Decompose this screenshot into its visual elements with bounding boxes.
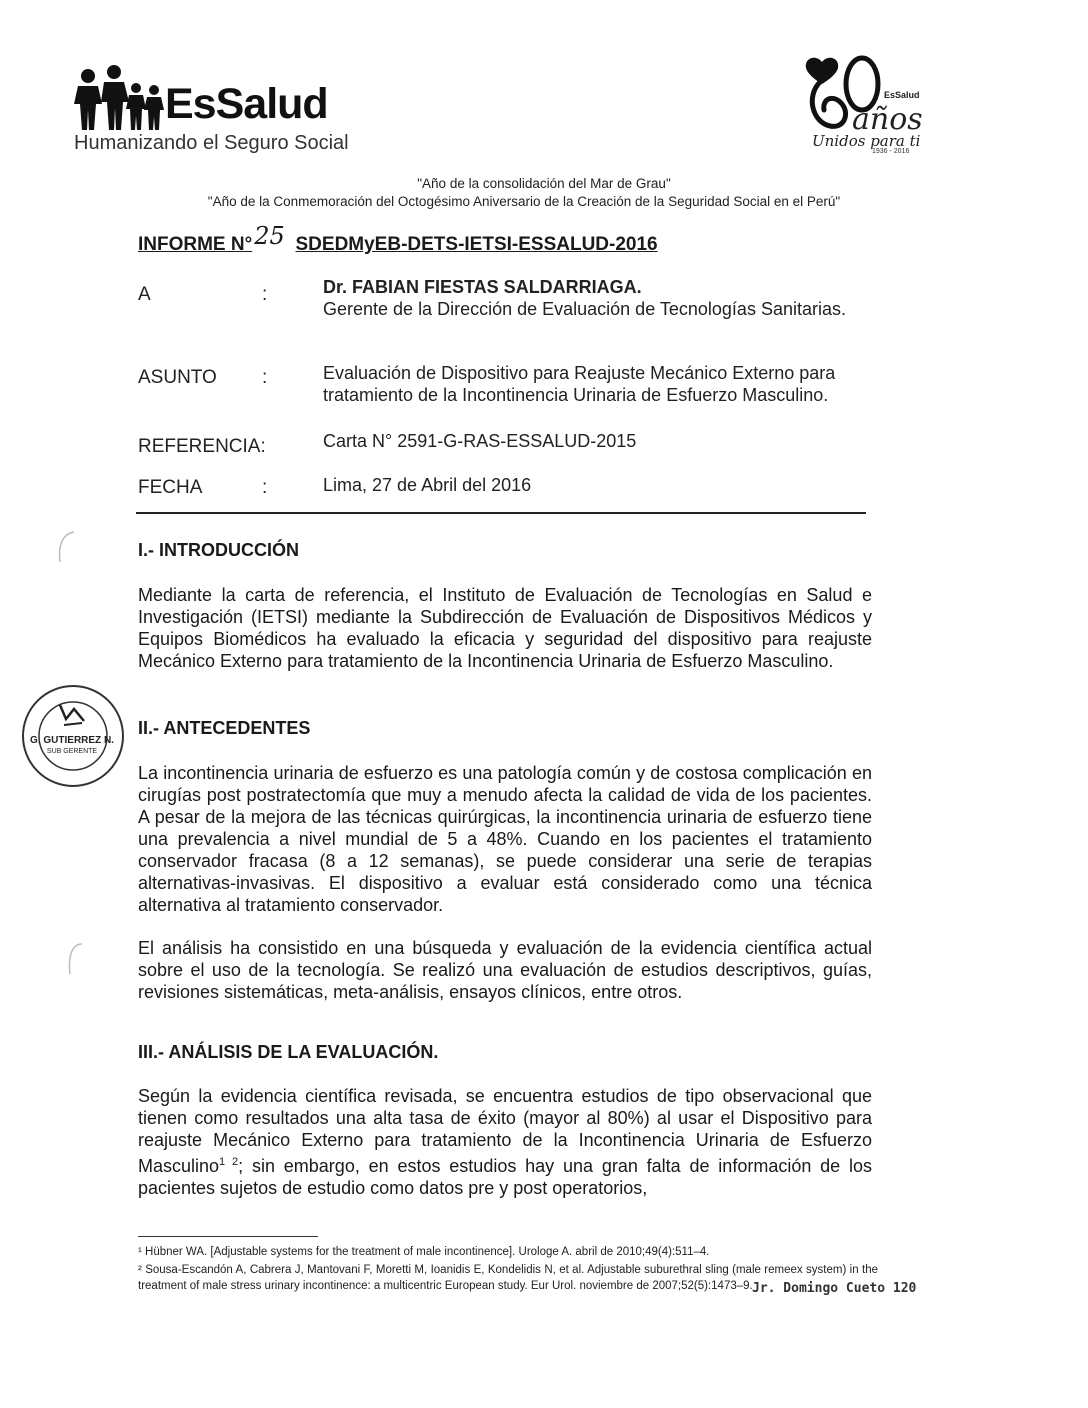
informe-title xyxy=(138,222,658,256)
section-antecedentes-heading: II.- ANTECEDENTES xyxy=(138,718,311,738)
footnote-1: ¹ Hübner WA. [Adjustable systems for the treatment of male incontinence]. Urologe A. abril de 2010;49(4):511–4. xyxy=(138,1246,710,1258)
anniversary-logo xyxy=(800,50,930,160)
stamp-role: SUB GERENTE xyxy=(46,748,98,755)
section-analisis-heading: III.- ANÁLISIS DE LA EVALUACIÓN. xyxy=(138,1042,439,1062)
scan-mark-icon xyxy=(52,528,82,568)
informe-code: SDEDMyEB-DETS-IETSI-ESSALUD-2016 xyxy=(295,234,658,255)
recipient-name: Dr. FABIAN FIESTAS SALDARRIAGA. xyxy=(323,277,642,297)
informe-number: 25 xyxy=(254,222,285,250)
analisis-text-start: Según la evidencia científica revisada, se encuentra estudios de tipo observacional que tienen como resultados una alta tasa de éxito (mayor al 80%) al usar el Dispositivo para reajuste Mecánico Externo para tratamiento de la Incontinencia Urinaria de Esfuerzo Masculino xyxy=(138,1086,872,1176)
logo-tagline: Humanizando el Seguro Social xyxy=(74,132,349,154)
anniversary-anos: años xyxy=(852,102,923,137)
section-antecedentes-paragraph-2: El análisis ha consistido en una búsqueda y evaluación de la evidencia científica actual sobre el uso de la tecnología. Se realizó una evaluación de estudios descriptivos, guías, revisiones sistemáticas, meta-análisis, ensayos clínicos, entre otros. xyxy=(138,938,872,1002)
field-a-label: A xyxy=(138,284,151,305)
logo-name: EsSalud xyxy=(165,80,328,128)
footnote-reference: 1 2 xyxy=(219,1156,239,1168)
field-asunto-value: Evaluación de Dispositivo para Reajuste Mecánico Externo para tratamiento de la Incontinencia Urinaria de Esfuerzo Masculino. xyxy=(323,363,836,405)
anniversary-slogan: Unidos para ti xyxy=(812,132,921,150)
header-divider xyxy=(136,512,866,514)
year-motto-1: "Año de la consolidación del Mar de Grau" xyxy=(417,176,671,191)
field-a-value xyxy=(323,276,873,320)
section-analisis-paragraph xyxy=(138,1085,872,1199)
field-a-colon: : xyxy=(262,284,268,305)
footnote-divider xyxy=(138,1236,318,1237)
official-stamp xyxy=(20,683,126,789)
anniversary-years: 1936 - 2016 xyxy=(872,148,910,155)
footnote-2: ² Sousa-Escandón A, Cabrera J, Mantovani F, Moretti M, Ioanidis E, Kondelidis N, et al. Adjustable suburethral sling (male remeex system) in the treatment of male stress urinary incontinence: a multicentric European study. Eur Urol. noviembre de 2007;52(5):1473–9. xyxy=(138,1264,878,1292)
essalud-logo xyxy=(72,62,372,162)
field-referencia-value: Carta N° 2591-G-RAS-ESSALUD-2015 xyxy=(323,431,637,451)
field-fecha-value: Lima, 27 de Abril del 2016 xyxy=(323,475,532,495)
field-fecha-label: FECHA xyxy=(138,477,203,498)
section-intro-paragraph: Mediante la carta de referencia, el Instituto de Evaluación de Tecnologías en Salud e Investigación (IETSI) mediante la Subdirección de Evaluación de Dispositivos Médicos y Equipos Biomédicos ha evaluado la eficacia y seguridad del dispositivo para reajuste Mecánico Externo para tratamiento de la Incontinencia Urinaria de Esfuerzo Masculino. xyxy=(138,585,872,671)
address-footer: Jr. Domingo Cueto 120 xyxy=(752,1281,917,1296)
anniversary-brand: EsSalud xyxy=(884,90,920,100)
field-fecha-colon: : xyxy=(262,477,268,498)
family-figures-icon xyxy=(72,62,167,132)
field-asunto-colon: : xyxy=(262,367,268,388)
recipient-role: Gerente de la Dirección de Evaluación de Tecnologías Sanitarias. xyxy=(323,299,846,319)
scan-mark-icon xyxy=(60,938,90,978)
section-intro-heading: I.- INTRODUCCIÓN xyxy=(138,540,299,560)
stamp-name: G. GUTIERREZ N. xyxy=(30,735,114,746)
analisis-text-end: ; sin embargo, en estos estudios hay una gran falta de información de los pacientes sujetos de estudio como datos pre y post operatorios, xyxy=(138,1156,872,1198)
field-asunto-label: ASUNTO xyxy=(138,367,217,388)
section-antecedentes-paragraph-1: La incontinencia urinaria de esfuerzo es una patología común y de costosa complicación en cirugías post postratectomía que muy a menudo afecta la calidad de vida de los pacientes. A pesar de la mejora de las técnicas quirúrgicas, la incontinencia urinaria de esfuerzo tiene una prevalencia a nivel mundial de 5 a 48%. Cuando en los pacientes el tratamiento conservador fracasa (8 a 12 semanas), se puede considerar una serie de terapias alternativas-invasivas. El dispositivo a evaluar está considerado como una técnica alternativa al tratamiento conservador. xyxy=(138,763,872,915)
year-motto-2: "Año de la Conmemoración del Octogésimo Aniversario de la Creación de la Seguridad Social en el Perú" xyxy=(207,194,841,209)
informe-label: INFORME N° xyxy=(138,234,253,255)
field-referencia-label: REFERENCIA: xyxy=(138,436,266,457)
